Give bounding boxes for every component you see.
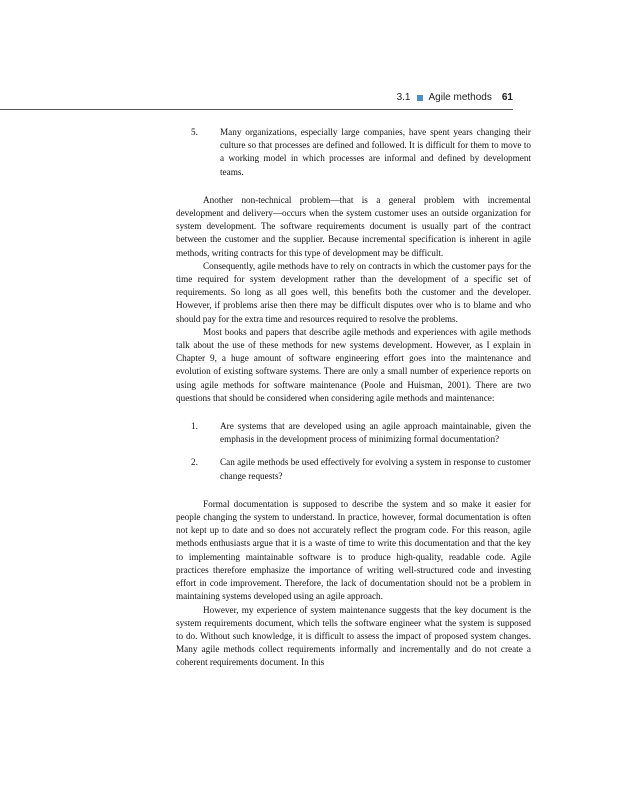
page-body [176,126,531,670]
list-item [191,420,531,446]
header-rule [0,109,513,110]
paragraph: Another non-technical problem—that is a general problem with incremental development and delivery—occurs when the system customer uses an outside organization for system development. The software requirements document is usually part of the contract between the customer and the supplier. Because incremental specification is inherent in agile methods, writing contracts for this type of development may be difficult. [176,194,531,258]
list-text: Can agile methods be used effectively for evolving a system in response to customer change requests? [220,457,531,481]
section-number: 3.1 [396,92,411,103]
list-item [191,456,531,482]
running-header [0,92,513,103]
square-bullet-icon [417,95,423,101]
list-item [191,126,531,179]
paragraph: Formal documentation is supposed to describe the system and so make it easier for people changing the system to understand. In practice, however, formal documentation is often not kept up to date and so does not accurately reflect the program code. For this reason, agile methods enthusiasts argue that it is a waste of time to write this documentation and that the key to implementing maintainable software is to produce high-quality, readable code. Agile practices therefore emphasize the importance of writing well-structured code and investing effort in code improvement. Therefore, the lack of documentation should not be a problem in maintaining systems developed using an agile approach. [176,498,531,602]
page-number: 61 [501,92,513,103]
list-number: 2. [191,457,198,468]
list-text: Are systems that are developed using an agile approach maintainable, given the emphasis in the development process of minimizing formal documentation? [220,421,531,445]
paragraph: However, my experience of system maintenance suggests that the key document is the system requirements document, which tells the software engineer what the system is supposed to do. Without such knowledge, it is difficult to assess the impact of proposed system changes. Many agile methods collect requirements informally and incrementally and do not create a coherent requirements document. In this [176,604,531,668]
list-text: Many organizations, especially large companies, have spent years changing their culture so that processes are defined and followed. It is difficult for them to move to a working model in which processes are informal and defined by development teams. [220,127,531,177]
section-title: Agile methods [428,92,492,103]
paragraph: Consequently, agile methods have to rely on contracts in which the customer pays for the time required for system development rather than the development of a specific set of requirements. So long as all goes well, this benefits both the customer and the developer. However, if problems arise then there may be difficult disputes over who is to blame and who should pay for the extra time and resources required to resolve the problems. [176,260,531,324]
paragraph: Most books and papers that describe agile methods and experiences with agile methods talk about the use of these methods for new systems development. However, as I explain in Chapter 9, a huge amount of software engineering effort goes into the maintenance and evolution of existing software systems. There are only a small number of experience reports on using agile methods for software maintenance (Poole and Huisman, 2001). There are two questions that should be considered when considering agile methods and maintenance: [176,326,531,403]
list-number: 5. [191,127,198,137]
list-number: 1. [191,421,198,432]
